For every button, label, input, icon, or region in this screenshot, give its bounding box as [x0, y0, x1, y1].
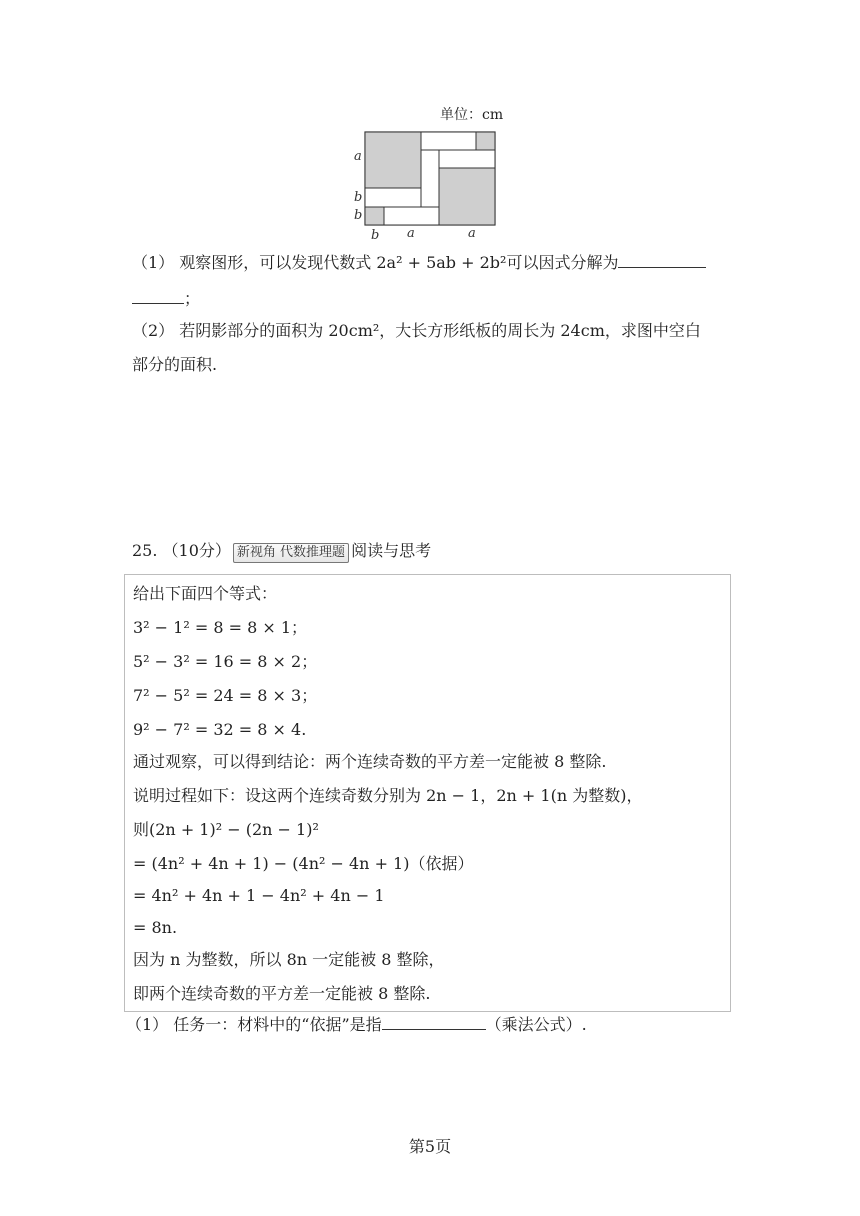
rectangle-tiling-figure: [350, 126, 510, 246]
q24-part1-text-2: 可以因式分解为: [506, 253, 619, 272]
label-b-bottom: b: [371, 228, 380, 243]
material-line-7: 说明过程如下：设这两个连续奇数分别为 2n − 1，2n + 1(n 为整数)，: [133, 786, 643, 805]
material-line-1: 给出下面四个等式：: [133, 584, 278, 603]
answer-blank-1a[interactable]: [618, 253, 706, 268]
material-line-5: 9² − 7² = 32 = 8 × 4.: [133, 720, 307, 739]
q24-part2-number: （2）: [132, 321, 175, 340]
label-b-left-2: b: [354, 208, 363, 223]
q24-part2: [132, 320, 701, 342]
material-line-9: = (4n² + 4n + 1) − (4n² − 4n + 1)（依据）: [133, 854, 474, 873]
label-a-bottom-2: a: [468, 226, 476, 241]
blank-rect-vertical: [421, 150, 439, 207]
shaded-square-a-left: [365, 132, 421, 188]
material-box: [124, 574, 731, 1012]
q24-part2-text-3: ，求图中空白: [604, 321, 701, 340]
q24-part1-end: ；: [184, 289, 201, 308]
q24-part1: [132, 252, 706, 274]
q24-part1-expression: 2a² + 5ab + 2b²: [376, 253, 507, 272]
answer-blank-1b[interactable]: [132, 289, 184, 304]
material-line-8: 则(2n + 1)² − (2n − 1)²: [133, 820, 319, 839]
answer-blank-task1[interactable]: [382, 1015, 486, 1030]
material-line-12: 因为 n 为整数，所以 8n 一定能被 8 整除，: [133, 950, 445, 969]
q25-task1-number: （1）: [126, 1015, 169, 1034]
material-line-2: 3² − 1² = 8 = 8 × 1；: [133, 618, 308, 637]
q24-part2-text: 若阴影部分的面积为: [179, 321, 329, 340]
q25-badge: 新视角 代数推理题: [233, 543, 349, 563]
q25-header: [132, 540, 431, 563]
shaded-square-a-right: [439, 168, 495, 225]
q25-number: 25.: [132, 541, 158, 560]
shaded-square-b-top-right: [476, 132, 495, 150]
q24-part1-number: （1）: [132, 253, 175, 272]
material-line-3: 5² − 3² = 16 = 8 × 2；: [133, 652, 318, 671]
figure-unit-label: 单位：cm: [440, 107, 504, 123]
label-a-left: a: [354, 149, 362, 164]
q25-task1-text: 任务一：材料中的“依据”是指: [173, 1015, 382, 1034]
q25-task1-text-2: （乘法公式）.: [485, 1015, 587, 1034]
blank-rect-right: [439, 150, 495, 168]
q24-part2-cont: 部分的面积.: [132, 355, 218, 374]
material-line-4: 7² − 5² = 24 = 8 × 3；: [133, 686, 318, 705]
q24-part2-text-2: ，大长方形纸板的周长为: [379, 321, 561, 340]
page-number: 第5页: [408, 1137, 452, 1156]
q24-part1-cont: [132, 288, 200, 310]
material-line-6: 通过观察，可以得到结论：两个连续奇数的平方差一定能被 8 整除.: [133, 752, 607, 771]
material-line-13: 即两个连续奇数的平方差一定能被 8 整除.: [133, 984, 431, 1003]
label-a-bottom-1: a: [407, 226, 415, 241]
blank-rect-left: [365, 188, 421, 207]
material-line-10: = 4n² + 4n + 1 − 4n² + 4n − 1: [133, 886, 385, 905]
q24-part2-area: 20cm²: [328, 321, 380, 340]
q25-score: （10分）: [162, 541, 231, 560]
q24-part2-perimeter: 24cm: [560, 321, 605, 340]
blank-rect-bottom: [384, 207, 439, 225]
q25-title: 阅读与思考: [351, 541, 432, 560]
blank-rect-top: [421, 132, 476, 150]
q24-part1-text: 观察图形，可以发现代数式: [179, 253, 377, 272]
material-line-11: = 8n.: [133, 918, 178, 937]
shaded-square-b-bottom-left: [365, 207, 384, 225]
label-b-left-1: b: [354, 190, 363, 205]
q25-task1: [126, 1014, 587, 1036]
